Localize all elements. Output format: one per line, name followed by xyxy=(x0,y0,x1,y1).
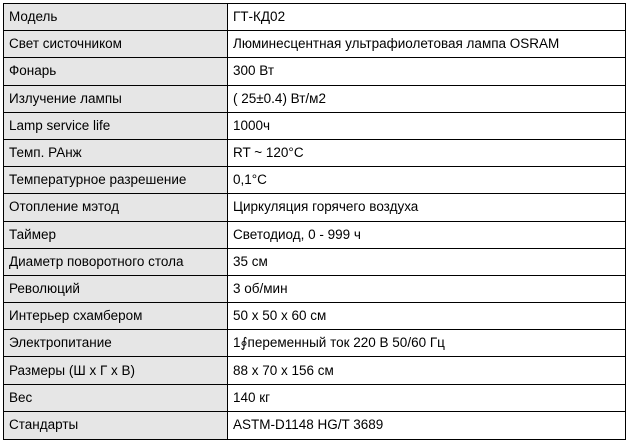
table-row-lamp-power xyxy=(4,58,626,85)
param-label-light-source: Свет систочником xyxy=(4,31,228,58)
table-row-temperature-resolution xyxy=(4,167,626,194)
table-row-weight xyxy=(4,384,626,411)
param-label-revolutions: Революций xyxy=(4,275,228,302)
param-value-turntable-diameter: 35 см xyxy=(228,248,626,275)
param-value-lamp-service-life: 1000ч xyxy=(228,112,626,139)
param-value-power-supply: 1∮переменный ток 220 В 50/60 Гц xyxy=(228,330,626,357)
param-label-model: Модель xyxy=(4,4,228,31)
table-row-interior-chamber xyxy=(4,303,626,330)
param-value-lamp-irradiance: ( 25±0.4) Вт/м2 xyxy=(228,85,626,112)
table-row-model xyxy=(4,4,626,31)
param-value-standards: ASTM-D1148 HG/T 3689 xyxy=(228,411,626,439)
table-row-power-supply xyxy=(4,330,626,357)
param-value-lamp-power: 300 Вт xyxy=(228,58,626,85)
param-label-lamp-power: Фонарь xyxy=(4,58,228,85)
param-value-interior-chamber: 50 x 50 x 60 см xyxy=(228,303,626,330)
table-row-heating-method xyxy=(4,194,626,221)
param-value-temperature-resolution: 0,1°C xyxy=(228,167,626,194)
param-label-temperature-range: Темп. РАнж xyxy=(4,139,228,166)
specifications-table-body xyxy=(4,4,626,440)
param-value-revolutions: 3 об/мин xyxy=(228,275,626,302)
table-row-timer xyxy=(4,221,626,248)
param-value-weight: 140 кг xyxy=(228,384,626,411)
param-value-heating-method: Циркуляция горячего воздуха xyxy=(228,194,626,221)
param-label-lamp-irradiance: Излучение лампы xyxy=(4,85,228,112)
param-value-light-source: Люминесцентная ультрафиолетовая лампа OSRAM xyxy=(228,31,626,58)
table-row-turntable-diameter xyxy=(4,248,626,275)
table-row-revolutions xyxy=(4,275,626,302)
param-value-dimensions: 88 x 70 x 156 см xyxy=(228,357,626,384)
param-label-dimensions: Размеры (Ш x Г x В) xyxy=(4,357,228,384)
table-row-dimensions xyxy=(4,357,626,384)
specifications-table xyxy=(3,3,626,440)
table-row-lamp-irradiance xyxy=(4,85,626,112)
param-label-interior-chamber: Интерьер схамбером xyxy=(4,303,228,330)
table-row-temperature-range xyxy=(4,139,626,166)
table-row-lamp-service-life xyxy=(4,112,626,139)
param-value-temperature-range: RT ~ 120°C xyxy=(228,139,626,166)
param-label-heating-method: Отопление мэтод xyxy=(4,194,228,221)
param-label-lamp-service-life: Lamp service life xyxy=(4,112,228,139)
param-label-temperature-resolution: Температурное разрешение xyxy=(4,167,228,194)
param-label-weight: Вес xyxy=(4,384,228,411)
param-label-power-supply: Электропитание xyxy=(4,330,228,357)
table-row-light-source xyxy=(4,31,626,58)
table-row-standards xyxy=(4,411,626,439)
param-label-standards: Стандарты xyxy=(4,411,228,439)
param-value-timer: Светодиод, 0 - 999 ч xyxy=(228,221,626,248)
param-label-turntable-diameter: Диаметр поворотного стола xyxy=(4,248,228,275)
param-label-timer: Таймер xyxy=(4,221,228,248)
param-value-model: ГТ-КД02 xyxy=(228,4,626,31)
